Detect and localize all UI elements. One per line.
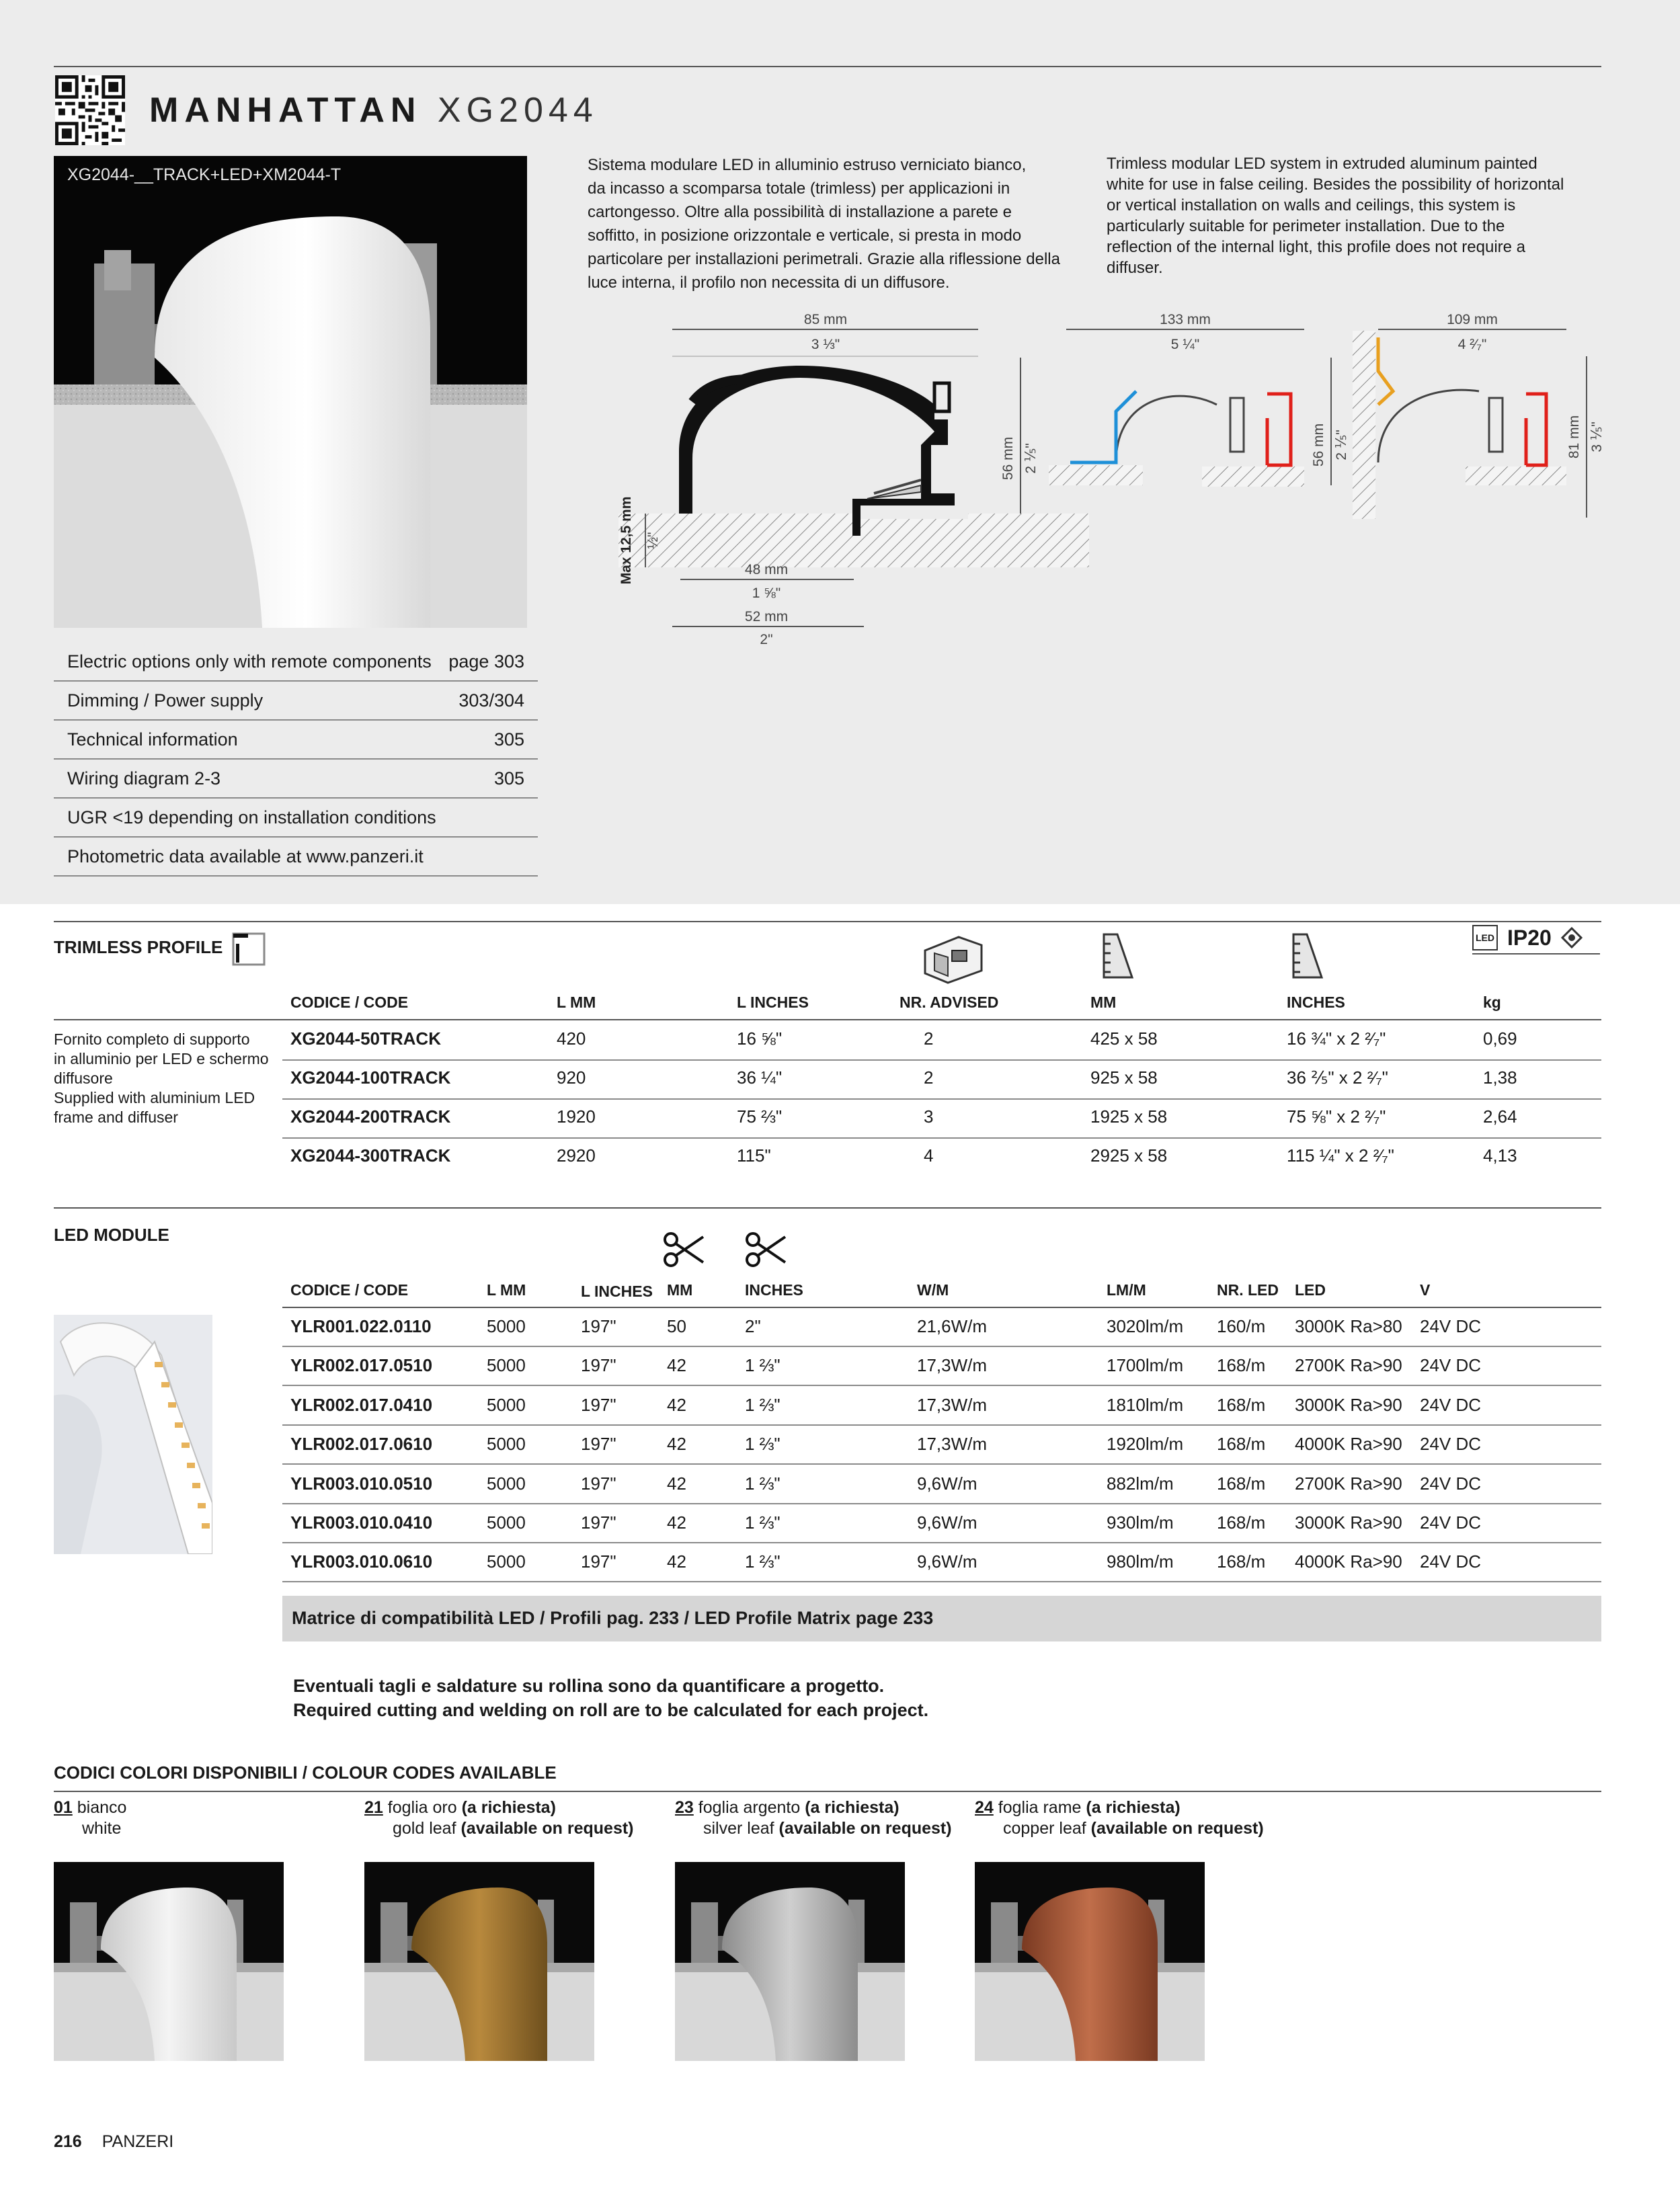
col-header: L INCHES: [581, 1283, 653, 1300]
table-cell: 36 ⅖" x 2 ²⁄₇": [1287, 1067, 1388, 1088]
row-divider: [282, 1542, 1601, 1543]
description-line: Sistema modulare LED in alluminio estruso verniciato bianco,: [588, 156, 1027, 174]
table-cell: 24V DC: [1420, 1395, 1482, 1415]
table-cell: 420: [557, 1028, 586, 1049]
page-footer: [54, 2132, 173, 2152]
product-code: XG2044-300TRACK: [290, 1145, 451, 1166]
product-code: XG2044-200TRACK: [290, 1106, 451, 1127]
table-cell: 24V DC: [1420, 1473, 1482, 1494]
colour-availability-it: (a richiesta): [1086, 1798, 1181, 1817]
product-code: XG2044-100TRACK: [290, 1067, 451, 1088]
led-badge-icon: LED: [1472, 925, 1498, 950]
row-divider: [282, 1424, 1601, 1426]
description-italian: [588, 153, 1085, 294]
table-cell: 925 x 58: [1090, 1067, 1158, 1088]
description-line: Trimless modular LED system in extruded aluminum painted: [1107, 155, 1537, 173]
product-code: XG2044-50TRACK: [290, 1028, 441, 1049]
table-cell: 5000: [487, 1434, 526, 1454]
diamond-icon: [1561, 927, 1583, 948]
table-cell: 2: [924, 1028, 934, 1049]
col-header: MM: [1090, 993, 1117, 1011]
table-cell: 1810lm/m: [1107, 1395, 1184, 1415]
note-line: Supplied with aluminium LED: [54, 1089, 255, 1106]
description-english: [1107, 153, 1577, 278]
colour-availability-it: (a richiesta): [461, 1798, 556, 1817]
dim-main-height-in: 2 ⅕": [1023, 443, 1039, 474]
col-header: NR. ADVISED: [899, 993, 999, 1011]
colour-label: [675, 1797, 952, 1839]
info-value: page 303: [448, 651, 524, 672]
info-label: Photometric data available at www.panzeri.it: [67, 846, 424, 866]
note-line: in alluminio per LED e schermo: [54, 1050, 269, 1067]
colour-name-en: white: [82, 1819, 122, 1838]
table-cell: 1920: [557, 1106, 596, 1127]
col-header: L MM: [487, 1281, 526, 1299]
section-drawing-main: [618, 312, 1089, 647]
table-cell: 3: [924, 1106, 934, 1127]
table-cell: 197": [581, 1473, 616, 1494]
col-header: MM: [667, 1281, 693, 1299]
dim-base2-mm: 52 mm: [744, 609, 789, 624]
cutting-note: [293, 1674, 928, 1722]
table-cell: 2: [924, 1067, 934, 1088]
table-cell: 920: [557, 1067, 586, 1088]
colour-codes-title: CODICI COLORI DISPONIBILI / COLOUR CODES AVAILABLE: [54, 1762, 557, 1783]
table-cell: 1,38: [1483, 1067, 1517, 1088]
table-cell: 1 ⅔": [745, 1551, 781, 1572]
row-divider: [282, 1385, 1601, 1386]
table-cell: 1 ⅔": [745, 1355, 781, 1375]
info-value: 305: [493, 768, 524, 788]
info-value: 305: [493, 729, 524, 749]
table-cell: 2925 x 58: [1090, 1145, 1168, 1166]
section-drawing-wall: [1353, 312, 1566, 519]
footer-brand: PANZERI: [102, 2132, 174, 2151]
product-code: YLR001.022.0110: [290, 1316, 432, 1336]
colour-name-en: copper leaf: [1003, 1819, 1086, 1838]
table-cell: 4: [924, 1145, 934, 1166]
profile-note: [54, 1030, 269, 1127]
section-rule: [54, 1791, 1601, 1792]
dim-max-depth: Max 12,5 mm: [618, 496, 634, 585]
product-code: YLR003.010.0510: [290, 1473, 433, 1494]
table-cell: 2": [745, 1316, 761, 1336]
product-code: YLR003.010.0410: [290, 1512, 433, 1533]
col-header: L INCHES: [737, 993, 809, 1011]
colour-label: [54, 1797, 126, 1839]
table-cell: 115": [737, 1145, 771, 1166]
table-cell: 3000K Ra>80: [1295, 1316, 1402, 1336]
table-cell: 197": [581, 1316, 616, 1336]
table-cell: 1 ⅔": [745, 1512, 781, 1533]
dim-wall-height-mm: 81 mm: [1566, 415, 1582, 459]
table-cell: 197": [581, 1355, 616, 1375]
row-divider: [282, 1137, 1601, 1139]
description-line: reflection of the internal light, this profile does not require a: [1107, 238, 1526, 256]
table-cell: 168/m: [1217, 1355, 1266, 1375]
table-cell: 21,6W/m: [917, 1316, 988, 1336]
table-cell: 1 ⅔": [745, 1434, 781, 1454]
section-rule: [54, 921, 1601, 922]
colour-swatch-photo: [975, 1862, 1205, 2061]
dim-main-height-mm: 56 mm: [1000, 436, 1016, 481]
description-line: particolare per installazioni perimetrali. Grazie alla riflessione della: [588, 250, 1060, 268]
info-value: 303/304: [458, 690, 524, 711]
table-cell: 24V DC: [1420, 1551, 1482, 1572]
table-cell: 75 ⅝" x 2 ²⁄₇": [1287, 1106, 1386, 1127]
track-profile-icon: [918, 930, 988, 984]
scissors-icon: [745, 1231, 787, 1268]
table-cell: 36 ¼": [737, 1067, 783, 1088]
colour-name-it: bianco: [77, 1798, 127, 1817]
table-cell: 17,3W/m: [917, 1355, 988, 1375]
row-divider: [282, 1059, 1601, 1061]
table-cell: 24V DC: [1420, 1316, 1482, 1336]
description-line: cartongesso. Oltre alla possibilità di installazione a parete e: [588, 203, 1012, 221]
matrix-note: Matrice di compatibilità LED / Profili pag. 233 / LED Profile Matrix page 233: [292, 1608, 934, 1628]
colour-code: 21: [364, 1798, 383, 1817]
colour-name-it: foglia argento: [698, 1798, 801, 1817]
colour-name-it: foglia rame: [998, 1798, 1082, 1817]
brand-title: MANHATTAN: [149, 91, 422, 130]
ip-rating: IP20: [1507, 925, 1552, 950]
table-cell: 2700K Ra>90: [1295, 1473, 1402, 1494]
table-cell: 0,69: [1483, 1028, 1517, 1049]
table-cell: 42: [667, 1395, 686, 1415]
top-rule: [54, 66, 1601, 67]
col-header: INCHES: [745, 1281, 803, 1299]
info-row: [54, 682, 538, 721]
table-cell: 1920lm/m: [1107, 1434, 1184, 1454]
table-cell: 5000: [487, 1395, 526, 1415]
dim-ceiling-height-mm: 56 mm: [1311, 423, 1326, 467]
table-cell: 1925 x 58: [1090, 1106, 1168, 1127]
table-cell: 9,6W/m: [917, 1473, 977, 1494]
table-cell: 17,3W/m: [917, 1395, 988, 1415]
table-cell: 5000: [487, 1512, 526, 1533]
table-cell: 5000: [487, 1355, 526, 1375]
table-header-rule: [282, 1307, 1601, 1308]
table-cell: 3000K Ra>90: [1295, 1395, 1402, 1415]
product-code: YLR002.017.0610: [290, 1434, 433, 1454]
info-label: Wiring diagram 2-3: [67, 768, 221, 788]
colour-swatch-photo: [675, 1862, 905, 2061]
colour-availability-en: (available on request): [1090, 1819, 1264, 1838]
table-cell: 2700K Ra>90: [1295, 1355, 1402, 1375]
colour-name-en: silver leaf: [703, 1819, 774, 1838]
col-header: CODICE / CODE: [290, 1281, 409, 1299]
colour-swatch-photo: [54, 1862, 284, 2061]
table-cell: 168/m: [1217, 1395, 1266, 1415]
table-cell: 1700lm/m: [1107, 1355, 1184, 1375]
table-cell: 5000: [487, 1473, 526, 1494]
info-row: [54, 760, 538, 799]
description-line: diffuser.: [1107, 259, 1163, 277]
description-line: particularly suitable for perimeter installation. Due to the: [1107, 217, 1505, 235]
table-cell: 930lm/m: [1107, 1512, 1174, 1533]
table-cell: 197": [581, 1512, 616, 1533]
table-cell: 115 ¼" x 2 ²⁄₇": [1287, 1145, 1394, 1166]
cutting-note-en: Required cutting and welding on roll are to be calculated for each project.: [293, 1700, 929, 1720]
description-line: soffitto, in posizione orizzontale e verticale, si presta in modo: [588, 227, 1022, 245]
table-cell: 75 ⅔": [737, 1106, 783, 1127]
table-cell: 5000: [487, 1551, 526, 1572]
table-cell: 980lm/m: [1107, 1551, 1174, 1572]
section-drawing-ceiling: [1049, 312, 1349, 487]
dim-ceiling-width-mm: 133 mm: [1160, 312, 1211, 327]
colour-availability-en: (available on request): [461, 1819, 634, 1838]
row-divider: [282, 1503, 1601, 1504]
table-cell: 4,13: [1483, 1145, 1517, 1166]
table-cell: 42: [667, 1512, 686, 1533]
colour-name-it: foglia oro: [387, 1798, 457, 1817]
info-row: [54, 799, 538, 838]
note-line: frame and diffuser: [54, 1108, 178, 1126]
dim-ceiling-width-in: 5 ¼": [1170, 337, 1200, 352]
dim-max-depth-in: ½": [645, 532, 661, 549]
table-cell: 24V DC: [1420, 1512, 1482, 1533]
table-cell: 2,64: [1483, 1106, 1517, 1127]
table-cell: 197": [581, 1395, 616, 1415]
trimless-profile-title: TRIMLESS PROFILE: [54, 937, 223, 957]
info-row: [54, 643, 538, 682]
table-cell: 17,3W/m: [917, 1434, 988, 1454]
col-header: L MM: [557, 993, 596, 1011]
ip-rating-box: [1472, 922, 1600, 955]
table-cell: 9,6W/m: [917, 1551, 977, 1572]
colour-code: 24: [975, 1798, 994, 1817]
table-cell: 3020lm/m: [1107, 1316, 1184, 1336]
info-row: [54, 838, 538, 877]
led-module-title: LED MODULE: [54, 1225, 169, 1245]
table-cell: 2920: [557, 1145, 596, 1166]
col-header: W/M: [917, 1281, 949, 1299]
dim-base2-in: 2": [760, 632, 773, 647]
description-line: luce interna, il profilo non necessita di un diffusore.: [588, 274, 950, 292]
table-cell: 24V DC: [1420, 1434, 1482, 1454]
info-label: Electric options only with remote components: [67, 651, 432, 672]
table-cell: 3000K Ra>90: [1295, 1512, 1402, 1533]
scissors-icon: [663, 1231, 705, 1268]
product-code: YLR002.017.0510: [290, 1355, 433, 1375]
colour-label: [364, 1797, 634, 1839]
info-label: UGR <19 depending on installation conditions: [67, 807, 436, 827]
page-title: [149, 90, 598, 130]
product-photo: [54, 156, 527, 628]
table-cell: 160/m: [1217, 1316, 1266, 1336]
table-cell: 168/m: [1217, 1512, 1266, 1533]
table-cell: 168/m: [1217, 1434, 1266, 1454]
model-code: XG2044: [437, 91, 598, 130]
colour-label: [975, 1797, 1264, 1839]
photo-caption: XG2044-__TRACK+LED+XM2044-T: [67, 165, 342, 184]
info-list: [54, 643, 538, 877]
colour-swatch-photo: [364, 1862, 594, 2061]
col-header: V: [1420, 1281, 1431, 1299]
colour-name-en: gold leaf: [393, 1819, 456, 1838]
description-line: or vertical installation on walls and ceilings, this system is: [1107, 196, 1516, 214]
table-cell: 197": [581, 1434, 616, 1454]
row-divider: [282, 1581, 1601, 1582]
product-code: YLR002.017.0410: [290, 1395, 433, 1415]
description-line: da incasso a scomparsa totale (trimless) per applicazioni in: [588, 179, 1010, 198]
table-cell: 42: [667, 1473, 686, 1494]
dim-wall-width-in: 4 ²⁄₇": [1457, 337, 1487, 352]
table-cell: 42: [667, 1551, 686, 1572]
col-header: INCHES: [1287, 993, 1345, 1011]
table-cell: 168/m: [1217, 1473, 1266, 1494]
info-label: Dimming / Power supply: [67, 690, 264, 711]
table-cell: 882lm/m: [1107, 1473, 1174, 1494]
table-header-rule: [54, 1019, 1601, 1020]
info-label: Technical information: [67, 729, 238, 749]
dim-ceiling-height-in: 2 ⅕": [1334, 430, 1349, 460]
technical-drawing: [605, 304, 1566, 653]
table-cell: 1 ⅔": [745, 1473, 781, 1494]
note-line: diffusore: [54, 1069, 113, 1087]
col-header: CODICE / CODE: [290, 993, 409, 1011]
table-cell: 1 ⅔": [745, 1395, 781, 1415]
dim-main-width-mm: 85 mm: [803, 312, 848, 327]
dim-wall-width-mm: 109 mm: [1447, 312, 1498, 327]
colour-code: 01: [54, 1798, 73, 1817]
trimless-profile-icon: [231, 932, 266, 967]
row-divider: [282, 1346, 1601, 1347]
product-code: YLR003.010.0610: [290, 1551, 433, 1572]
table-cell: 425 x 58: [1090, 1028, 1158, 1049]
length-inches-icon: [1288, 930, 1327, 981]
table-cell: 16 ¾" x 2 ²⁄₇": [1287, 1028, 1386, 1049]
wall-height-dimension: [1566, 356, 1607, 518]
col-header: LM/M: [1107, 1281, 1146, 1299]
qr-code-icon: [55, 75, 125, 145]
table-cell: 24V DC: [1420, 1355, 1482, 1375]
col-header: kg: [1483, 993, 1501, 1011]
colour-code: 23: [675, 1798, 694, 1817]
table-cell: 4000K Ra>90: [1295, 1551, 1402, 1572]
colour-availability-it: (a richiesta): [805, 1798, 899, 1817]
section-rule: [54, 1207, 1601, 1209]
dim-wall-height-in: 3 ⅕": [1589, 421, 1605, 452]
description-line: white for use in false ceiling. Besides the possibility of horizontal: [1107, 175, 1564, 194]
col-header: NR. LED: [1217, 1281, 1279, 1299]
length-mm-icon: [1098, 930, 1137, 981]
table-cell: 197": [581, 1551, 616, 1572]
dim-main-width-in: 3 ⅓": [811, 337, 840, 352]
dim-base1-mm: 48 mm: [744, 562, 789, 577]
note-line: Fornito completo di supporto: [54, 1030, 250, 1048]
table-cell: 5000: [487, 1316, 526, 1336]
table-cell: 50: [667, 1316, 686, 1336]
row-divider: [282, 1463, 1601, 1465]
table-cell: 168/m: [1217, 1551, 1266, 1572]
table-cell: 42: [667, 1434, 686, 1454]
cutting-note-it: Eventuali tagli e saldature su rollina sono da quantificare a progetto.: [293, 1676, 885, 1696]
led-strip-photo: [54, 1315, 212, 1554]
colour-availability-en: (available on request): [778, 1819, 952, 1838]
dim-base1-in: 1 ⅝": [752, 585, 781, 601]
table-cell: 16 ⅝": [737, 1028, 783, 1049]
info-row: [54, 721, 538, 760]
table-cell: 4000K Ra>90: [1295, 1434, 1402, 1454]
table-cell: 9,6W/m: [917, 1512, 977, 1533]
page-number: 216: [54, 2132, 82, 2151]
col-header: LED: [1295, 1281, 1326, 1299]
table-cell: 42: [667, 1355, 686, 1375]
row-divider: [282, 1098, 1601, 1100]
